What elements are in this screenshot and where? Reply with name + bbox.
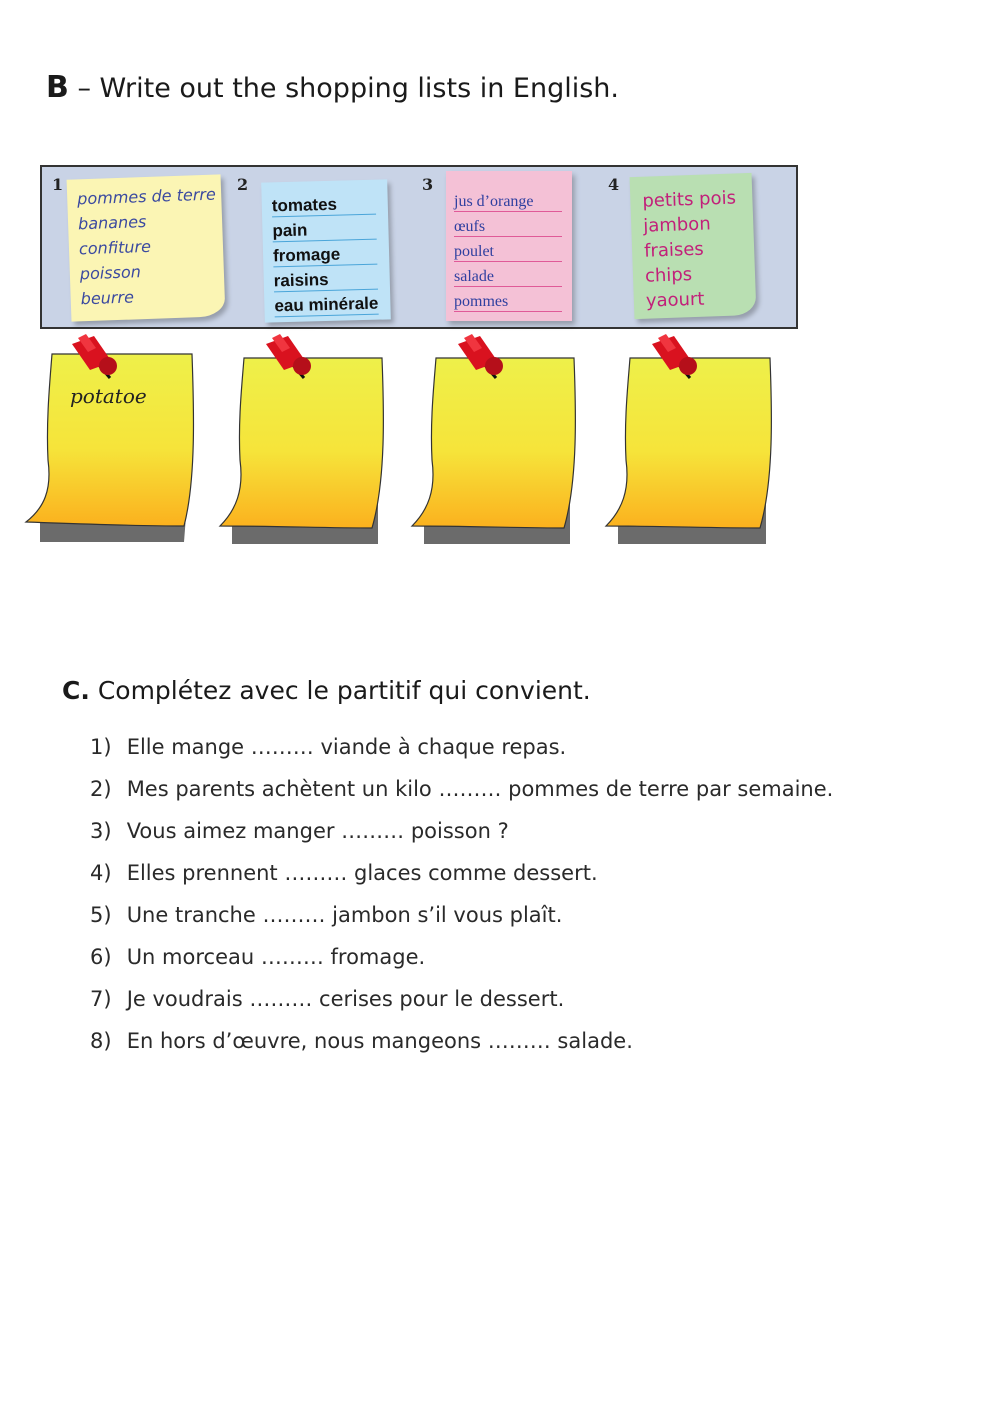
exercise-sentence: En hors d’œuvre, nous mangeons ……… salade. [126, 1029, 633, 1053]
sticky-note-1[interactable] [24, 330, 204, 550]
exercise-number: 5) [90, 903, 112, 927]
list-number-1: 1 [52, 175, 64, 194]
shopping-lists-image [40, 165, 798, 329]
exercise-number: 4) [90, 861, 112, 885]
exercise-item [90, 987, 970, 1029]
sticky-note-graphic [602, 330, 782, 550]
exercise-sentence: Elle mange ……… viande à chaque repas. [126, 735, 567, 759]
list-item: salade [454, 268, 562, 287]
list-item: poulet [454, 243, 562, 262]
list-item: œufs [454, 218, 562, 237]
list-item: poisson [79, 262, 142, 284]
list-item: petits pois [642, 187, 737, 212]
shopping-list-1 [67, 174, 226, 321]
section-c-letter: C. [62, 676, 90, 705]
list-item: tomates [272, 194, 377, 218]
list-number-3: 3 [422, 175, 434, 194]
shopping-list-4 [630, 173, 757, 319]
list-item: bananes [77, 211, 147, 234]
exercise-number: 7) [90, 987, 112, 1011]
section-b-instruction: – Write out the shopping lists in English. [77, 73, 619, 104]
exercise-item [90, 903, 970, 945]
list-number-4: 4 [608, 175, 620, 194]
sticky-note-graphic [24, 330, 204, 550]
sticky-note-3[interactable] [408, 330, 588, 550]
section-c-instruction: Complétez avec le partitif qui convient. [97, 676, 591, 705]
sticky-note-4[interactable] [602, 330, 782, 550]
list-item: pommes [454, 293, 562, 312]
list-item: pommes de terre [76, 184, 217, 209]
list-item: jus d’orange [454, 193, 562, 212]
list-item: chips [644, 264, 693, 287]
section-b-letter: B [46, 70, 69, 105]
section-c-heading [62, 676, 591, 705]
sticky-note-graphic [216, 330, 396, 550]
shopping-list-2 [261, 179, 391, 322]
exercise-item [90, 819, 970, 861]
exercise-number: 2) [90, 777, 112, 801]
exercise-item [90, 945, 970, 987]
sticky-note-graphic [408, 330, 588, 550]
exercise-item [90, 777, 970, 819]
sticky-note-answer[interactable]: potatoe [70, 384, 147, 408]
list-item: confiture [78, 236, 152, 259]
list-item: fraises [643, 238, 705, 262]
exercise-number: 8) [90, 1029, 112, 1053]
exercise-number: 6) [90, 945, 112, 969]
list-item: beurre [80, 287, 135, 309]
list-item: jambon [642, 213, 712, 237]
exercise-sentence: Une tranche ……… jambon s’il vous plaît. [126, 903, 563, 927]
exercise-item [90, 735, 970, 777]
list-number-2: 2 [237, 175, 249, 194]
exercise-number: 3) [90, 819, 112, 843]
list-item: raisins [274, 269, 379, 293]
list-item: fromage [273, 244, 378, 268]
exercise-sentence: Elles prennent ……… glaces comme dessert. [126, 861, 598, 885]
exercise-number: 1) [90, 735, 112, 759]
exercise-sentence: Un morceau ……… fromage. [126, 945, 426, 969]
exercise-sentence: Je voudrais ……… cerises pour le dessert. [126, 987, 565, 1011]
sticky-note-2[interactable] [216, 330, 396, 550]
list-item: eau minérale [274, 293, 379, 316]
exercise-sentence: Mes parents achètent un kilo ……… pommes de terre par semaine. [126, 777, 834, 801]
exercise-item [90, 1029, 970, 1071]
list-item: pain [272, 219, 377, 243]
shopping-list-3 [446, 171, 572, 321]
section-b-heading [46, 70, 619, 105]
list-item: yaourt [645, 288, 705, 312]
exercise-item [90, 861, 970, 903]
exercise-sentence: Vous aimez manger ……… poisson ? [126, 819, 509, 843]
exercise-list [90, 735, 970, 1071]
